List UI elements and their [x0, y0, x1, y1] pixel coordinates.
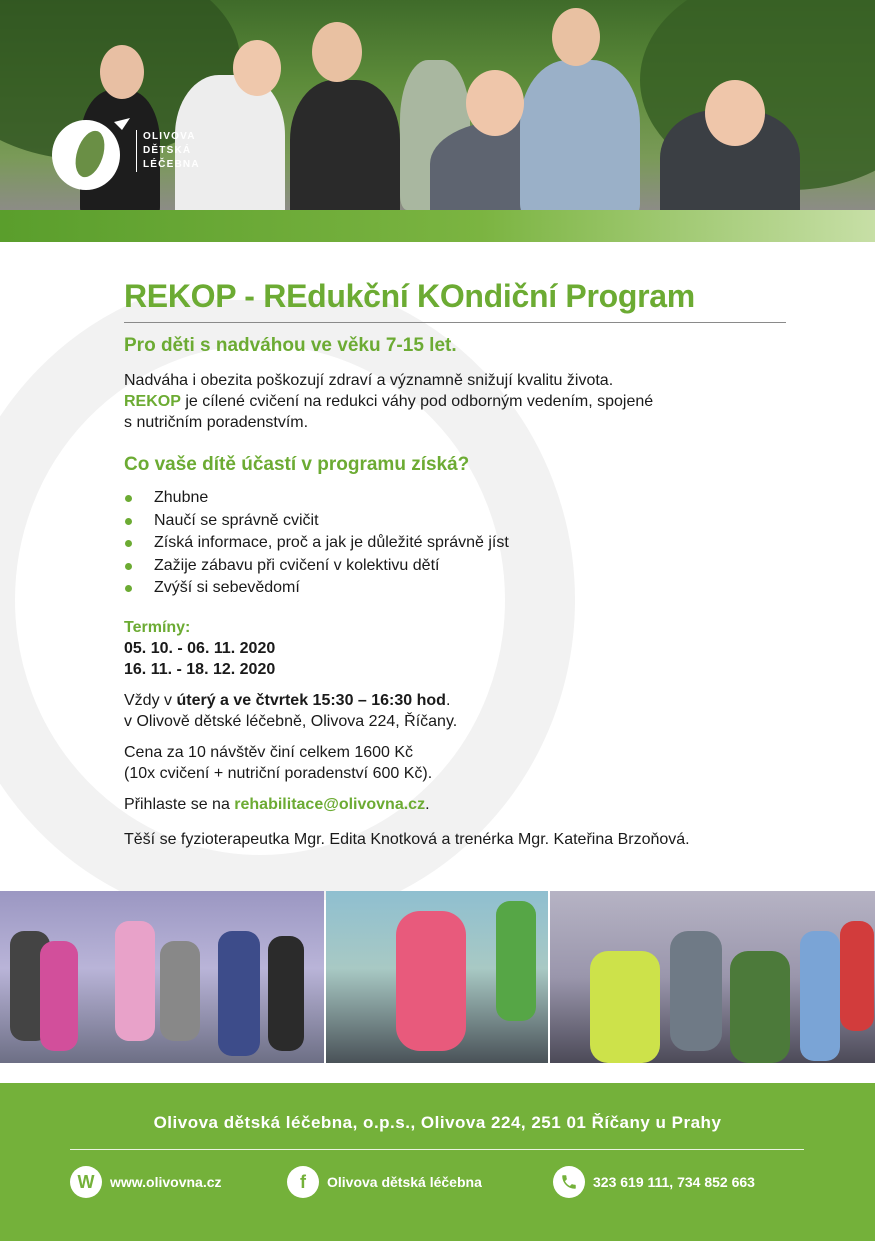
benefits-list: [124, 487, 824, 600]
schedule-line: [124, 690, 824, 711]
schedule-place: v Olivově dětské léčebně, Olivova 224, Říčany.: [124, 712, 458, 730]
bullet-icon: [125, 495, 132, 502]
footer: [0, 1083, 875, 1241]
intro-paragraph: [124, 370, 824, 433]
facebook-icon: f: [287, 1166, 319, 1198]
price-line-2: (10x cvičení + nutriční poradenství 600 Kč).: [124, 764, 433, 782]
price-block: [124, 742, 824, 784]
photo-strip: [0, 891, 875, 1063]
hero-photo: [0, 0, 875, 210]
title-divider: [124, 322, 786, 323]
logo-line-2: DĚTSKÁ: [143, 145, 192, 156]
olive-logo-icon: [44, 116, 132, 192]
email-link[interactable]: rehabilitace@olivovna.cz: [234, 795, 426, 813]
list-item-text: Naučí se správně cvičit: [154, 511, 319, 529]
subtitle: Pro děti s nadváhou ve věku 7-15 let.: [124, 335, 457, 356]
brand-logo: [44, 116, 214, 192]
signup-prefix: Přihlaste se na: [124, 795, 235, 813]
footer-website[interactable]: [70, 1165, 222, 1199]
list-item-text: Zhubne: [154, 489, 209, 506]
benefits-heading: Co vaše dítě účastí v programu získá?: [124, 454, 470, 475]
exercise-photo-2: [326, 891, 548, 1063]
web-icon: W: [70, 1166, 102, 1198]
signup-suffix: .: [425, 795, 430, 813]
schedule-suffix: .: [445, 691, 451, 709]
bullet-icon: [125, 563, 132, 570]
schedule-prefix: Vždy v: [124, 691, 177, 709]
schedule-block: [124, 690, 824, 732]
exercise-photo-1: [0, 891, 324, 1063]
list-item-text: Získá informace, proč a jak je důležité správně jíst: [154, 534, 509, 551]
green-band: [0, 210, 875, 242]
intro-line-1: Nadváha i obezita poškozují zdraví a významně snižují kvalitu života.: [124, 372, 614, 389]
logo-line-1: OLIVOVA: [143, 131, 196, 142]
footer-phone[interactable]: [553, 1165, 755, 1199]
bullet-icon: [125, 585, 132, 592]
footer-facebook[interactable]: [287, 1165, 482, 1199]
list-item: [124, 555, 824, 578]
bullet-icon: [125, 540, 132, 547]
website-link[interactable]: www.olivovna.cz: [110, 1174, 222, 1190]
intro-line-2: [124, 391, 824, 412]
intro-line-2-text: je cílené cvičení na redukci váhy pod odborným vedením, spojené: [180, 393, 654, 410]
intro-line-3: s nutričním poradenstvím.: [124, 414, 309, 431]
logo-line-3: LÉČEBNA: [143, 159, 200, 170]
list-item: [124, 577, 824, 600]
exercise-photo-3: [550, 891, 875, 1063]
footer-divider: [70, 1149, 804, 1150]
list-item-text: Zažije zábavu při cvičení v kolektivu dětí: [154, 556, 440, 574]
schedule-time: úterý a ve čtvrtek 15:30 – 16:30 hod: [176, 691, 446, 709]
footer-address: Olivova dětská léčebna, o.p.s., Olivova 224, 251 01 Říčany u Prahy: [153, 1113, 722, 1132]
list-item: [124, 487, 824, 510]
list-item: [124, 532, 824, 555]
phone-icon: [553, 1166, 585, 1198]
term-date-2: 16. 11. - 18. 12. 2020: [124, 660, 276, 678]
price-line-1: Cena za 10 návštěv činí celkem 1600 Kč: [124, 743, 414, 761]
term-date-1: 05. 10. - 06. 11. 2020: [124, 639, 276, 657]
closing-line: Těší se fyzioterapeutka Mgr. Edita Knotková a trenérka Mgr. Kateřina Brzoňová.: [124, 830, 690, 848]
signup-line: [124, 794, 824, 815]
facebook-link[interactable]: Olivova dětská léčebna: [327, 1174, 482, 1190]
bullet-icon: [125, 518, 132, 525]
list-item: [124, 510, 824, 533]
terms-heading: Termíny:: [124, 618, 191, 636]
rekop-highlight: REKOP: [124, 393, 181, 410]
list-item-text: Zvýší si sebevědomí: [154, 579, 300, 596]
main-content: [124, 276, 824, 850]
phone-numbers[interactable]: 323 619 111, 734 852 663: [593, 1174, 755, 1190]
page-title: REKOP - REdukční KOndiční Program: [124, 278, 695, 314]
